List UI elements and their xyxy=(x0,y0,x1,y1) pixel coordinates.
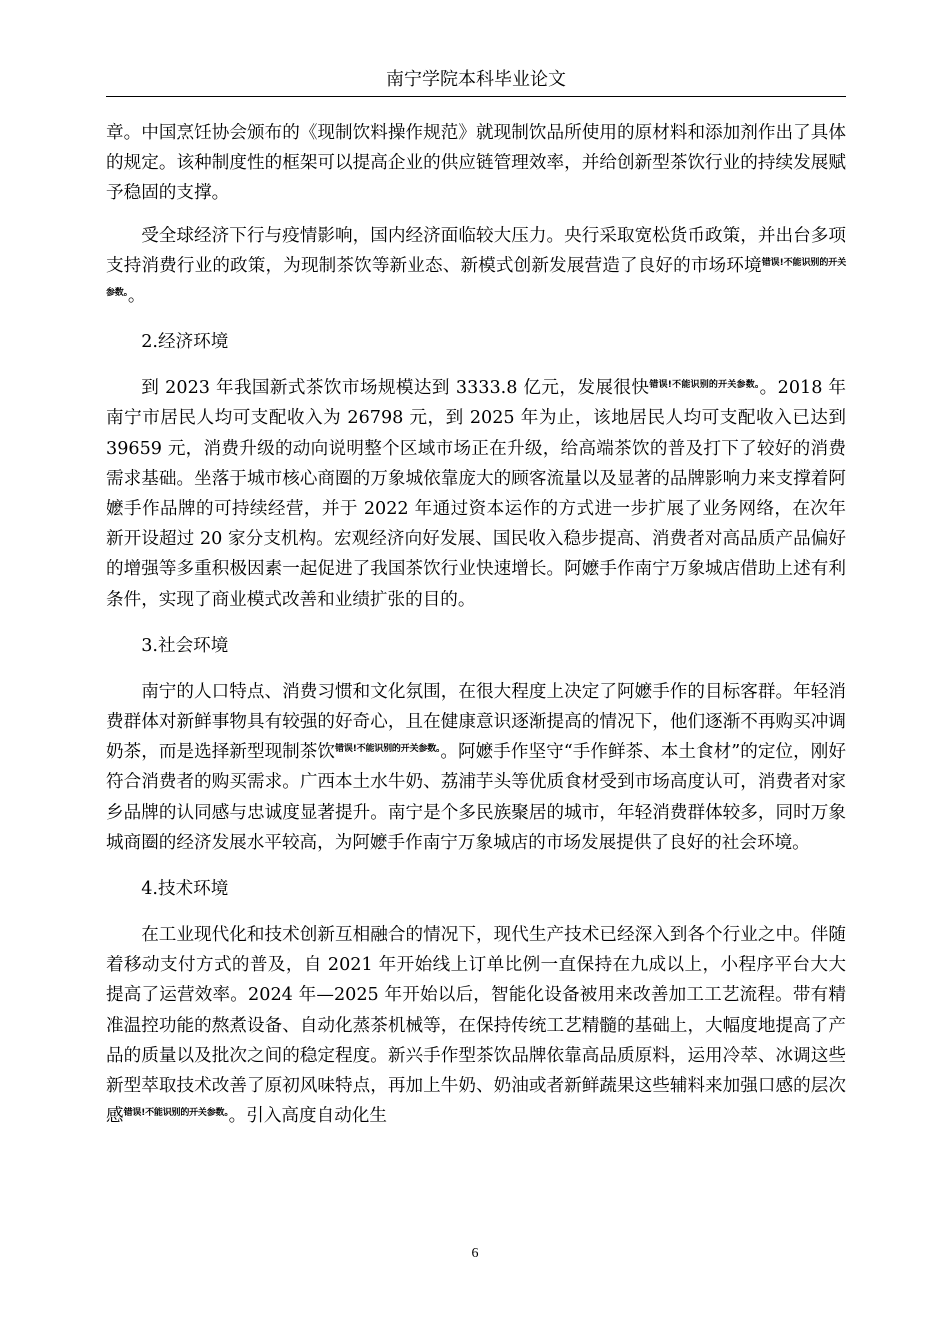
paragraph-text: 受全球经济下行与疫情影响，国内经济面临较大压力。央行采取宽松货币政策，并出台多项支持消费行业的政策，为现制茶饮等新业态、新模式创新发展营造了良好的市场环境 xyxy=(106,225,846,276)
paragraph-policy xyxy=(106,221,846,312)
paragraph-text: 在工业现代化和技术创新互相融合的情况下，现代生产技术已经深入到各个行业之中。伴随着移动支付方式的普及，自 2021 年开始线上订单比例一直保持在九成以上，小程序平台大大提高了运营效率。2024 年—2025 年开始以后，智能化设备被用来改善加工工艺流程。带有精准温控功能的熬煮设备、自动化蒸茶机械等，在保持传统工艺精髓的基础上，大幅度地提高了产品的质量以及批次之间的稳定程度。新兴手作型茶饮品牌依靠高品质原料，运用冷萃、冰调这些新型萃取技术改善了原初风味特点，再加上牛奶、奶油或者新鲜蔬果这些辅料来加强口感的层次感 xyxy=(106,925,846,1127)
citation-error-marker: 错误!不能识别的开关参数。 xyxy=(335,744,441,755)
paragraph-text: 到 2023 年我国新式茶饮市场规模达到 3333.8 亿元，发展很快 xyxy=(141,378,650,399)
section-heading-technology: 4.技术环境 xyxy=(141,879,229,900)
page-header: 南宁学院本科毕业论文 xyxy=(386,69,566,90)
paragraph-social xyxy=(106,677,846,858)
paragraph-economic xyxy=(106,373,846,615)
header-rule xyxy=(106,96,846,97)
paragraph-text: 章。中国烹饪协会颁布的《现制饮料操作规范》就现制饮品所使用的原材料和添加剂作出了具体的规定。该种制度性的框架可以提高企业的供应链管理效率，并给创新型茶饮行业的持续发展赋予稳固的支撑。 xyxy=(106,123,846,204)
section-heading-social: 3.社会环境 xyxy=(141,635,229,656)
citation-error-marker: 错误!不能识别的开关参数。 xyxy=(649,380,760,391)
paragraph-text: 。引入高度自动化生 xyxy=(228,1106,387,1127)
paragraph-text: 南宁的人口特点、消费习惯和文化氛围，在很大程度上决定了阿嬷手作的目标客群。年轻消费群体对新鲜事物具有较强的好奇心，且在健康意识逐渐提高的情况下，他们逐渐不再购买冲调奶茶，而是选择新型现制茶饮 xyxy=(106,681,846,763)
paragraph-text: 。 xyxy=(127,286,146,307)
paragraph-text: 。阿嬷手作坚守“手作鲜茶、本土食材”的定位，刚好符合消费者的购买需求。广西本土水牛奶、荔浦芋头等优质食材受到市场高度认可，消费者对家乡品牌的认同感与忠诚度显著提升。南宁是个多民族聚居的城市，年轻消费群体较多，同时万象城商圈的经济发展水平较高，为阿嬷手作南宁万象城店的市场发展提供了良好的社会环境。 xyxy=(106,742,846,853)
body-text xyxy=(106,118,846,1131)
citation-error-marker: 错误!不能识别的开关参数。 xyxy=(123,1108,229,1119)
paragraph-technology xyxy=(106,920,846,1131)
citation-error-marker: 错误!不能识别的开关参数。 xyxy=(106,257,846,299)
paragraph-text: 。2018 年南宁市居民人均可支配收入为 26798 元，到 2025 年为止，该地居民人均可支配收入已达到 39659 元，消费升级的动向说明整个区域市场正在升级，给高端茶饮的普及打下了较好的消费需求基础。坐落于城市核心商圈的万象城依靠庞大的顾客流量以及显著的品牌影响力来支撑着阿嬷手作品牌的可持续经营，并于 2022 年通过资本运作的方式进一步扩展了业务网络，在次年新开设超过 20 家分支机构。宏观经济向好发展、国民收入稳步提高、消费者对高品质产品偏好的增强等多重积极因素一起促进了我国茶饮行业快速增长。阿嬷手作南宁万象城店借助上述有利条件，实现了商业模式改善和业绩扩张的目的。 xyxy=(106,378,846,610)
page-number: 6 xyxy=(471,1246,479,1261)
section-heading-economic: 2.经济环境 xyxy=(141,332,229,353)
paragraph-continuation xyxy=(106,118,846,209)
